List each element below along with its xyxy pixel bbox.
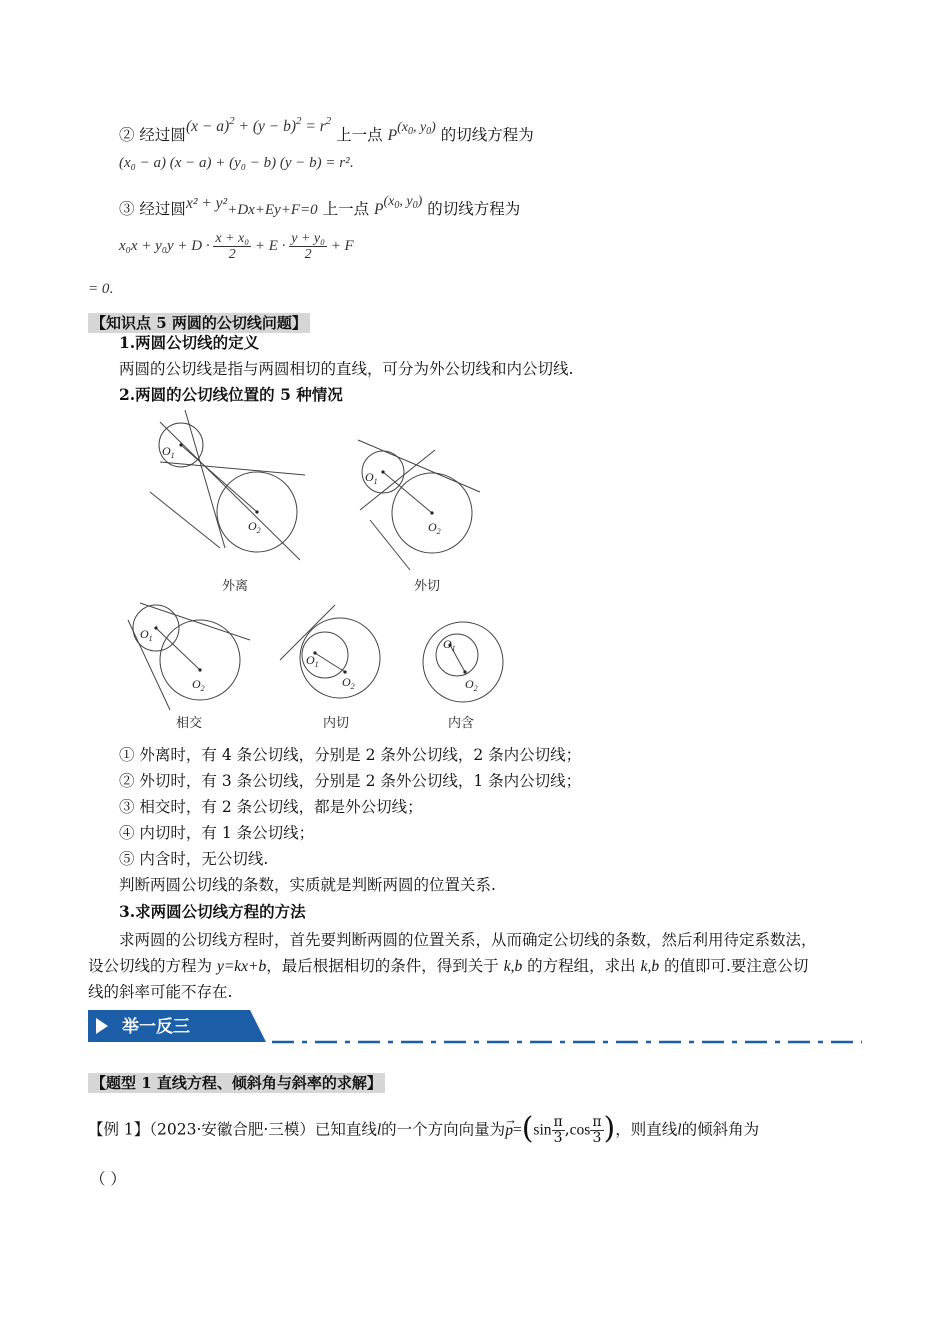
item2-suffix: 的切线方程为 [435, 126, 534, 144]
section1-body: 两圆的公切线是指与两圆相切的直线，可分为外公切线和内公切线. [119, 360, 574, 378]
label-o2-intersect: $O_2$ [192, 677, 205, 693]
label-o1-internal: $O_1$ [306, 653, 319, 669]
type1-heading: 【题型 1 直线方程、倾斜角与斜率的求解】 [88, 1072, 385, 1093]
item3-point-text: 上一点 [317, 200, 375, 218]
label-o1-separate: $O_1$ [162, 444, 175, 460]
case-item-2: ② 外切时，有 3 条公切线，分别是 2 条外公切线，1 条内公切线； [119, 772, 582, 790]
case-item-4: ④ 内切时，有 1 条公切线； [119, 824, 315, 842]
case-internal-tangent-drawing [280, 605, 380, 698]
example1-label: 【例 1】 [88, 1120, 150, 1139]
case-label-external: 外切 [414, 579, 441, 594]
item3-prefix: ③ 经过圆 [119, 200, 186, 218]
item2-prefix: ② 经过圆 [119, 126, 186, 144]
item3-circle-equation: x² + y² [185, 195, 228, 212]
case-external-tangent-drawing [358, 440, 480, 570]
case-label-intersect: 相交 [176, 716, 203, 731]
label-o2-internal: $O_2$ [342, 675, 355, 691]
banner-label: 举一反三 [122, 1017, 190, 1037]
label-o2-separate: $O_2$ [248, 519, 261, 535]
case-intersect-drawing [128, 603, 250, 710]
item2-point: $P(x_0$, $y_0$) [387, 120, 436, 144]
formula-item-2 [119, 115, 534, 149]
vector-p: → p [504, 1111, 518, 1139]
section3-line-2: 设公切线的方程为 y=kx+b，最后根据相切的条件，得到关于 k,b 的方程组，求出 k,b 的值即可.要注意公切 [88, 957, 809, 975]
label-o1-contain: $O_1$ [443, 637, 456, 653]
case-item-5: ⑤ 内含时，无公切线. [119, 850, 269, 868]
item2-circle-equation: $(x - a)^2 + (y - b)^2 = r^2$ [185, 115, 332, 135]
formula-item-3 [119, 194, 521, 223]
case-separate-drawing [150, 410, 305, 560]
section3-line-3: 线的斜率可能不存在. [88, 983, 233, 1001]
label-o1-intersect: $O_1$ [140, 627, 153, 643]
case-item-3: ③ 相交时，有 2 条公切线，都是外公切线； [119, 798, 423, 816]
case-contain-drawing [423, 622, 503, 702]
banner-dash-line [272, 1040, 862, 1044]
case-item-1: ① 外离时，有 4 条公切线，分别是 2 条外公切线，2 条内公切线； [119, 746, 582, 764]
summary-text: 判断两圆公切线的条数，实质就是判断两圆的位置关系. [119, 876, 496, 894]
item3-point: $P(x_0$, $y_0$) [374, 194, 423, 218]
knowledge5-heading: 【知识点 5 两圆的公切线问题】 [88, 312, 310, 333]
tangent-cases-figure [120, 410, 560, 740]
item3-suffix: 的切线方程为 [422, 200, 521, 218]
label-o2-external: $O_2$ [428, 520, 441, 536]
item3-tangent-equation: x₀x + y₀y + D · $\frac{\text{x + x₀}}{2}$ + E · $\frac{\text{y + y₀}}{2}$ + F [119, 231, 354, 263]
example1-text: 【例 1】（2023·安徽合肥·三模）已知直线l的一个方向向量为 → p=(sin $\frac{\pi}{3}$ ,cos $\frac{\pi}{3}$ )，则直线l的倾斜角为 [88, 1110, 760, 1146]
case-label-contain: 内含 [448, 716, 475, 731]
label-o1-external: $O_1$ [365, 470, 378, 486]
item3-circle-rest: +Dx+Ey+F=0 [227, 202, 318, 218]
case-label-separate: 外离 [222, 579, 249, 594]
label-o2-contain: $O_2$ [465, 677, 478, 693]
section3-line-1: 求两圆的公切线方程时，首先要判断两圆的位置关系，从而确定公切线的条数，然后利用待定系数法， [119, 931, 817, 949]
answer-blank: （ ） [90, 1170, 126, 1188]
section1-title: 1.两圆公切线的定义 [119, 333, 260, 352]
section3-title: 3.求两圆公切线方程的方法 [119, 902, 306, 921]
section-banner [88, 1010, 266, 1042]
item3-equation-tail: = 0. [88, 281, 114, 297]
section2-title: 2.两圆的公切线位置的 5 种情况 [119, 385, 343, 404]
item2-tangent-equation: (x₀ − a) (x − a) + (y₀ − b) (y − b) = r². [119, 155, 354, 171]
case-label-internal: 内切 [323, 716, 350, 731]
item2-point-text: 上一点 [331, 126, 388, 144]
